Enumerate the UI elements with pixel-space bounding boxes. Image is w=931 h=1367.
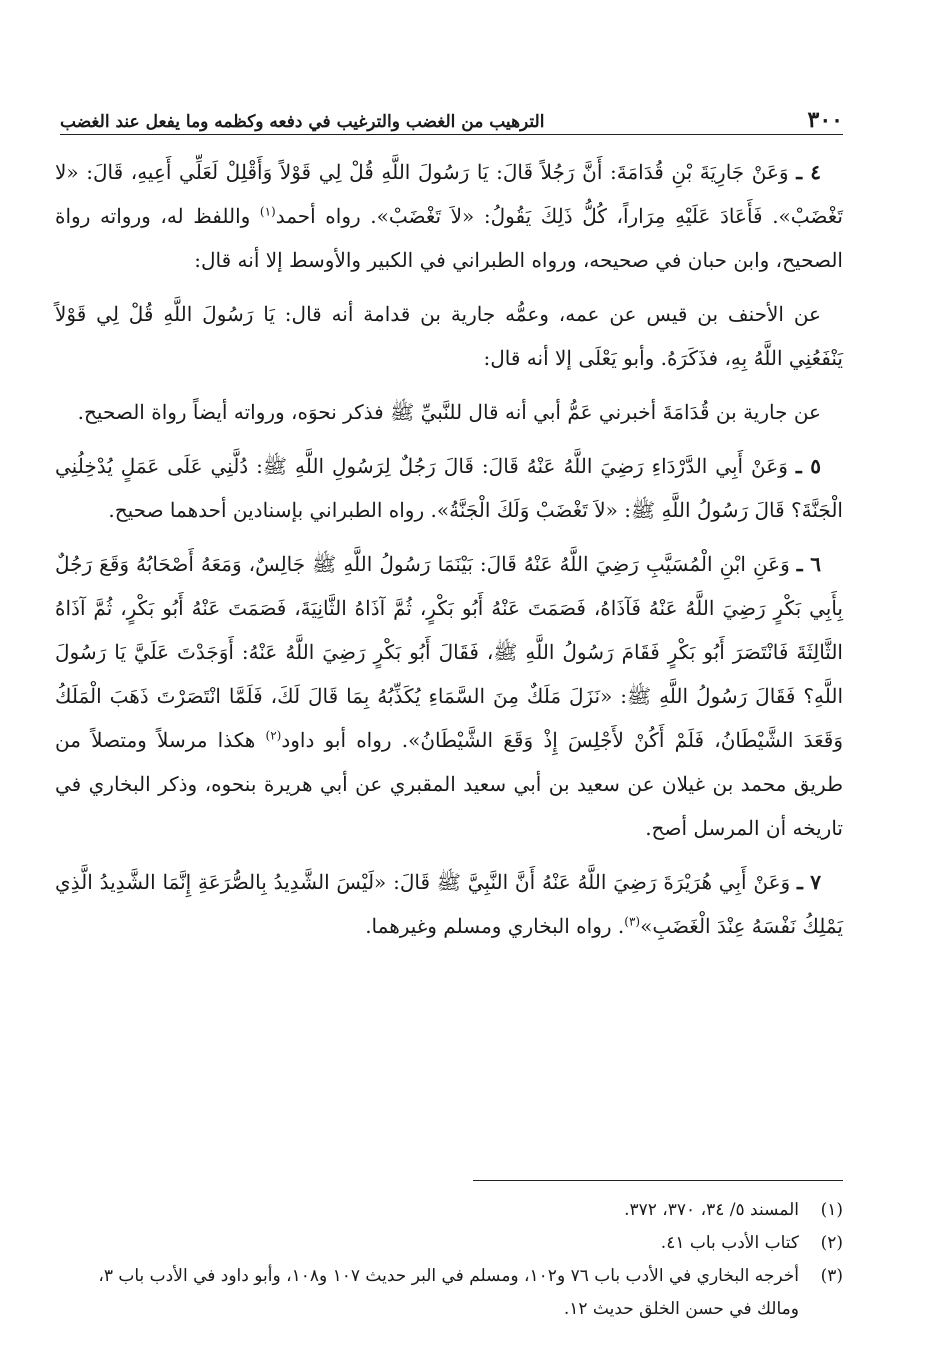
footnote-text: كتاب الأدب باب ٤١.	[660, 1233, 799, 1253]
hadith-text: وَعَنِ ابْنِ الْمُسَيَّبِ رَضِيَ اللَّهُ عَنْهُ قَالَ: بَيْنَمَا رَسُولُ اللَّهِ ﷺ جَالِسٌ، وَمَعَهُ أَصْحَابُهُ وَقَعَ رَجُلٌ بِأَبِي بَكْرٍ رَضِيَ اللَّهُ عَنْهُ فَآذَاهُ، فَصَمَتَ عَنْهُ أَبُو بَكْرٍ، ثُمَّ آذَاهُ الثَّانِيَةَ، فَصَمَتَ عَنْهُ أَبُو بَكْرٍ، ثُمَّ آذَاهُ الثَّالِثَةَ فَانْتَصَرَ أَبُو بَكْرٍ فَقَامَ رَسُولُ اللَّهِ ﷺ، فَقَالَ أَبُو بَكْرٍ رَضِيَ اللَّهُ عَنْهُ: أَوَجَدْتَ عَلَيَّ يَا رَسُولَ اللَّهِ؟ فَقَالَ رَسُولُ اللَّهِ ﷺ: «نَزَلَ مَلَكٌ مِنَ السَّمَاءِ يُكَذِّبُهُ بِمَا قَالَ لَكَ، فَلَمَّا انْتَصَرْتَ ذَهَبَ الْمَلَكُ وَقَعَدَ الشَّيْطَانُ، فَلَمْ أَكُنْ لأَجْلِسَ إِذْ وَقَعَ الشَّيْطَانُ». رواه أبو داود	[55, 552, 843, 752]
footnote-marker: (٢)	[820, 1233, 843, 1253]
hadith-text-continued: . رواه البخاري ومسلم وغيرهما.	[365, 914, 625, 938]
footnotes	[55, 1194, 843, 1326]
running-header	[60, 100, 843, 135]
hadith-text: وَعَنْ جَارِيَةَ بْنِ قُدَامَةَ: أَنَّ رَجُلاً قَالَ: يَا رَسُولَ اللَّهِ قُلْ لِي قَوْلاً وَأَقْلِلْ لَعَلِّي أَعِيهِ، قَالَ: «لا تَغْضَبْ». فَأَعَادَ عَلَيْهِ مِرَاراً، كُلُّ ذَلِكَ يَقُولُ: «لاَ تَغْضَبْ». رواه أحمد	[55, 160, 843, 228]
footnote-marker: (١)	[820, 1200, 843, 1220]
hadith-number: ٥ ـ	[795, 454, 822, 478]
footnote-3	[55, 1260, 843, 1326]
hadith-5	[55, 444, 843, 532]
footnote-ref-2[interactable]: (٢)	[265, 728, 282, 743]
hadith-text-continued: واللفظ له، ورواته رواة الصحيح، وابن حبان في صحيحه، ورواه الطبراني في الكبير والأوسط إلا أنه قال:	[55, 204, 843, 272]
hadith-number: ٧ ـ	[796, 870, 821, 894]
footnote-marker: (٣)	[820, 1266, 843, 1286]
hadith-text-continued: هكذا مرسلاً ومتصلاً من طريق محمد بن غيلان عن سعيد بن أبي سعيد المقبري عن أبي هريرة بنحوه، وذكر البخاري في تاريخه أن المرسل أصح.	[55, 728, 843, 840]
hadith-text: وَعَنْ أَبِي هُرَيْرَةَ رَضِيَ اللَّهُ عَنْهُ أَنَّ النَّبِيَّ ﷺ قَالَ: «لَيْسَ الشَّدِيدُ بِالصُّرَعَةِ إِنَّمَا الشَّدِيدُ الَّذِي يَمْلِكُ نَفْسَهُ عِنْدَ الْغَضَبِ»	[55, 870, 843, 938]
hadith-number: ٦ ـ	[796, 552, 822, 576]
footnote-divider	[473, 1180, 843, 1181]
footnote-1	[55, 1194, 843, 1227]
footnote-text: المسند ٥/ ٣٤، ٣٧٠، ٣٧٢.	[624, 1200, 799, 1220]
footnote-text: أخرجه البخاري في الأدب باب ٧٦ و١٠٢، ومسلم في البر حديث ١٠٧ و١٠٨، وأبو داود في الأدب باب ٣، ومالك في حسن الخلق حديث ١٢.	[98, 1266, 799, 1319]
hadith-6	[55, 542, 843, 850]
narration-abu-yala: عن جارية بن قُدَامَةَ أخبرني عَمُّ أبي أنه قال للنَّبيِّ ﷺ فذكر نحوَه، ورواته أيضاً رواة الصحيح.	[77, 400, 821, 424]
chapter-title: الترهيب من الغضب والترغيب في دفعه وكظمه وما يفعل عند الغضب	[60, 112, 545, 132]
footnote-ref-1[interactable]: (١)	[259, 204, 276, 219]
hadith-text: وَعَنْ أَبِي الدَّرْدَاءِ رَضِيَ اللَّهُ عَنْهُ قَالَ: قَالَ رَجُلٌ لِرَسُولِ اللَّهِ ﷺ: دُلَّنِي عَلَى عَمَلٍ يُدْخِلُنِي الْجَنَّةَ؟ قَالَ رَسُولُ اللَّهِ ﷺ: «لاَ تَغْضَبْ وَلَكَ الْجَنَّةُ». رواه الطبراني بإسنادين أحدهما صحيح.	[55, 454, 843, 522]
footnote-2	[55, 1227, 843, 1260]
main-text	[55, 150, 843, 958]
footnote-ref-3[interactable]: (٣)	[624, 914, 641, 929]
hadith-number: ٤ ـ	[796, 160, 821, 184]
hadith-7	[55, 860, 843, 948]
narration-ahnaf: عن الأحنف بن قيس عن عمه، وعمُّه جارية بن قدامة أنه قال: يَا رَسُولَ اللَّهِ قُلْ لِي قَوْلاً يَنْفَعُنِي اللَّهُ بِهِ، فذَكَرَهُ. وأبو يَعْلَى إلا أنه قال:	[55, 302, 843, 370]
page-number: ٣٠٠	[807, 107, 843, 133]
hadith-4	[55, 150, 843, 282]
